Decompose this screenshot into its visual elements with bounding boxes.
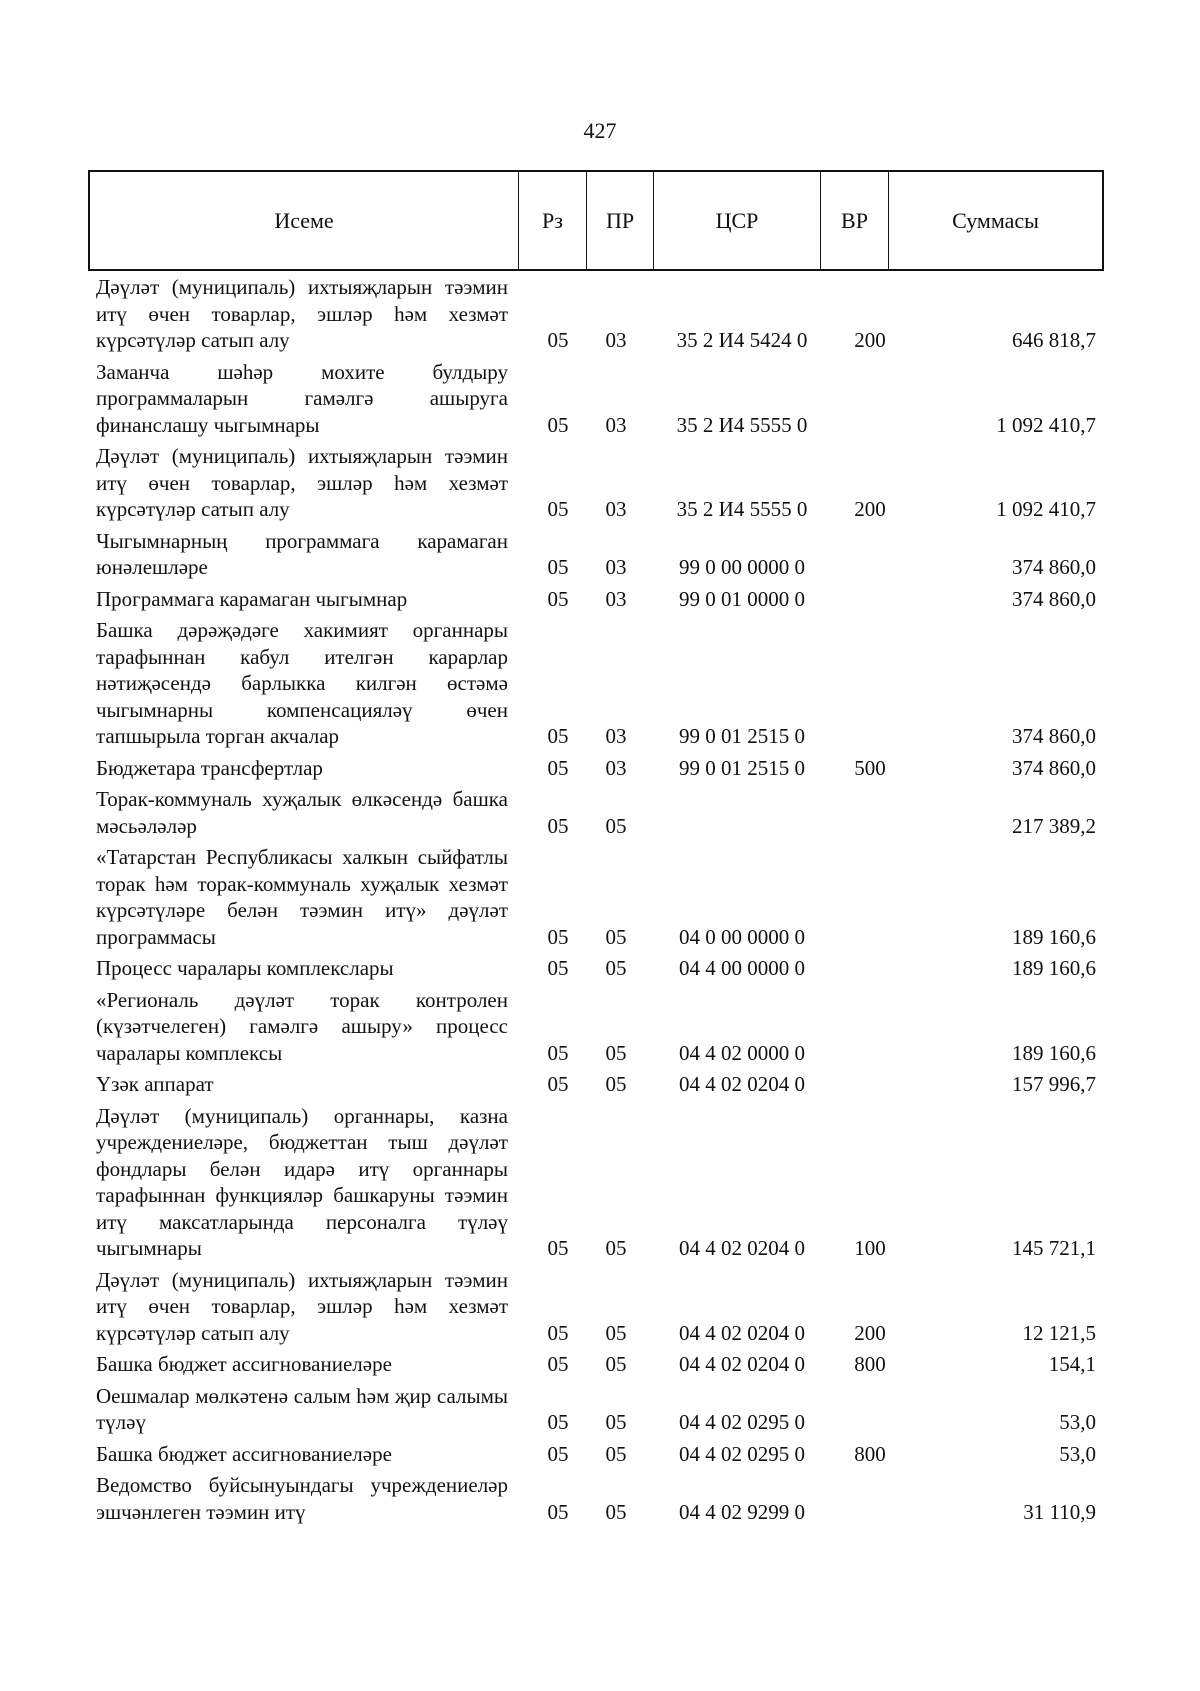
- cell-csr: 99 0 01 2515 0: [679, 755, 805, 780]
- table-row: [96, 274, 1100, 354]
- cell-rz: 05: [547, 755, 569, 780]
- cell-pr: 05: [605, 1441, 627, 1466]
- cell-csr: 99 0 01 0000 0: [679, 586, 805, 611]
- cell-sum: 189 160,6: [1012, 1040, 1096, 1065]
- cell-pr: 05: [605, 813, 627, 838]
- cell-sum: 646 818,7: [1012, 328, 1096, 352]
- cell-sum: 374 860,0: [1012, 724, 1096, 748]
- cell-pr: 03: [605, 755, 627, 780]
- cell-sum: 189 160,6: [1012, 956, 1096, 980]
- cell-vr: 200: [854, 1320, 886, 1345]
- cell-pr: 05: [605, 1072, 627, 1096]
- table-body: [96, 274, 1100, 1530]
- cell-sum: 145 721,1: [1012, 1236, 1096, 1260]
- cell-pr: 05: [605, 1352, 627, 1376]
- cell-rz: 05: [547, 1441, 569, 1466]
- cell-sum: 157 996,7: [1012, 1072, 1096, 1096]
- cell-csr: 04 4 02 0295 0: [679, 1441, 805, 1466]
- cell-rz: 05: [547, 586, 569, 611]
- table-row: [96, 786, 1100, 839]
- table-row: [96, 1103, 1100, 1262]
- cell-sum: 31 110,9: [1023, 1499, 1096, 1524]
- cell-name: Бюджетара трансфертлар: [96, 755, 323, 780]
- header-rz: Рз: [518, 172, 586, 269]
- cell-csr: 35 2 И4 5555 0: [676, 497, 808, 521]
- cell-sum: 1 092 410,7: [996, 412, 1096, 437]
- cell-rz: 05: [547, 1320, 569, 1345]
- cell-name: Дәүләт (муниципаль) органнары, казна учреждениеләре, бюджеттан тыш дәүләт фондлары белән идарә итү органнары тарафыннан функцияләр башкаруны тәэмин итү максатларында персоналга түләү чыгымнары: [96, 1103, 508, 1260]
- cell-vr: 200: [854, 328, 886, 352]
- cell-name: Чыгымнарның программага карамаган юнәлешләре: [96, 528, 508, 579]
- cell-rz: 05: [547, 1499, 569, 1524]
- header-csr: ЦСР: [653, 172, 820, 269]
- cell-sum: 53,0: [1059, 1410, 1096, 1434]
- cell-vr: 500: [854, 755, 886, 780]
- cell-name: Программага карамаган чыгымнар: [96, 586, 408, 611]
- cell-csr: 04 4 02 0204 0: [679, 1320, 805, 1345]
- cell-rz: 05: [547, 328, 569, 352]
- cell-csr: 99 0 00 0000 0: [679, 555, 805, 579]
- page-number: 427: [583, 118, 617, 143]
- cell-csr: 04 4 02 9299 0: [679, 1499, 805, 1524]
- cell-csr: 04 4 02 0204 0: [679, 1072, 805, 1096]
- cell-csr: 35 2 И4 5555 0: [676, 412, 808, 437]
- table-header: [88, 170, 1104, 271]
- cell-sum: 374 860,0: [1012, 755, 1096, 780]
- table-row: [96, 1267, 1100, 1347]
- table-row: [96, 443, 1100, 523]
- cell-rz: 05: [547, 555, 569, 579]
- cell-sum: 189 160,6: [1012, 924, 1096, 949]
- cell-name: «Региональ дәүләт торак контролен (күзәтчелеген) гамәлгә ашыру» процесс чаралары комплексы: [96, 987, 508, 1065]
- table-row: [96, 1472, 1100, 1525]
- table-row: [96, 617, 1100, 750]
- table-row: [96, 586, 1100, 613]
- cell-pr: 05: [605, 1236, 627, 1260]
- cell-vr: 200: [854, 497, 886, 521]
- cell-name: Дәүләт (муниципаль) ихтыяҗларын тәэмин итү өчен товарлар, эшләр һәм хезмәт күрсәтүләр сатып алу: [96, 444, 508, 521]
- cell-name: «Татарстан Республикасы халкын сыйфатлы торак һәм торак-коммуналь хуҗалык хезмәт күрсәтүләре белән тәэмин итү» дәүләт программасы: [96, 845, 508, 949]
- cell-rz: 05: [547, 1040, 569, 1065]
- cell-sum: 374 860,0: [1012, 586, 1096, 611]
- cell-pr: 05: [605, 1320, 627, 1345]
- cell-rz: 05: [547, 956, 569, 980]
- cell-csr: 35 2 И4 5424 0: [676, 328, 808, 352]
- table-row: [96, 528, 1100, 581]
- cell-pr: 05: [605, 924, 627, 949]
- cell-name: Дәүләт (муниципаль) ихтыяҗларын тәэмин итү өчен товарлар, эшләр һәм хезмәт күрсәтүләр сатып алу: [96, 1267, 508, 1345]
- header-sum: Суммасы: [888, 172, 1102, 269]
- cell-pr: 05: [605, 956, 627, 980]
- cell-pr: 05: [605, 1410, 627, 1434]
- table-row: [96, 955, 1100, 982]
- cell-name: Башка дәрәҗәдәге хакимият органнары тарафыннан кабул ителгән карарлар нәтиҗәсендә барлыкка килгән өстәмә чыгымнарны компенсацияләү өчен тапшырыла торган акчалар: [96, 618, 508, 748]
- cell-pr: 03: [605, 586, 627, 611]
- cell-name: Оешмалар мөлкәтенә салым һәм җир салымы түләү: [96, 1383, 508, 1434]
- cell-name: Заманча шәһәр мохите булдыру программаларын гамәлгә ашыруга финанслашу чыгымнары: [96, 359, 508, 437]
- cell-rz: 05: [547, 1352, 569, 1376]
- table-row: [96, 359, 1100, 439]
- header-pr: ПР: [586, 172, 653, 269]
- cell-pr: 03: [605, 497, 627, 521]
- table-row: [96, 1351, 1100, 1378]
- cell-sum: 12 121,5: [1022, 1320, 1096, 1345]
- cell-vr: 100: [854, 1236, 886, 1260]
- cell-sum: 154,1: [1048, 1352, 1096, 1376]
- table-row: [96, 755, 1100, 782]
- cell-pr: 05: [605, 1040, 627, 1065]
- table-row: [96, 987, 1100, 1067]
- cell-rz: 05: [547, 1072, 569, 1096]
- cell-pr: 03: [605, 555, 627, 579]
- cell-sum: 53,0: [1059, 1441, 1096, 1466]
- cell-pr: 03: [605, 412, 627, 437]
- cell-vr: 800: [854, 1352, 886, 1376]
- cell-csr: 04 4 02 0000 0: [679, 1040, 805, 1065]
- cell-sum: 217 389,2: [1012, 813, 1096, 838]
- cell-vr: 800: [854, 1441, 886, 1466]
- table-row: [96, 1383, 1100, 1436]
- cell-name: Башка бюджет ассигнованиеләре: [96, 1352, 392, 1376]
- table-row: [96, 1071, 1100, 1098]
- cell-csr: 04 4 02 0204 0: [679, 1236, 805, 1260]
- cell-rz: 05: [547, 724, 569, 748]
- cell-csr: 04 4 02 0295 0: [679, 1410, 805, 1434]
- cell-sum: 374 860,0: [1012, 555, 1096, 579]
- cell-name: Торак-коммуналь хуҗалык өлкәсендә башка мәсьәләләр: [96, 787, 508, 838]
- cell-name: Башка бюджет ассигнованиеләре: [96, 1441, 392, 1466]
- cell-rz: 05: [547, 412, 569, 437]
- cell-name: Үзәк аппарат: [96, 1072, 214, 1096]
- cell-csr: 04 4 02 0204 0: [679, 1352, 805, 1376]
- cell-name: Ведомство буйсынуындагы учреждениеләр эшчәнлеген тәэмин итү: [96, 1473, 508, 1524]
- header-vr: ВР: [820, 172, 888, 269]
- cell-name: Дәүләт (муниципаль) ихтыяҗларын тәэмин итү өчен товарлар, эшләр һәм хезмәт күрсәтүләр сатып алу: [96, 275, 508, 352]
- cell-rz: 05: [547, 497, 569, 521]
- cell-pr: 03: [605, 328, 627, 352]
- cell-rz: 05: [547, 924, 569, 949]
- header-name: Исеме: [274, 207, 334, 233]
- cell-rz: 05: [547, 1410, 569, 1434]
- cell-sum: 1 092 410,7: [996, 497, 1096, 521]
- table-row: [96, 1441, 1100, 1468]
- cell-csr: 04 0 00 0000 0: [679, 924, 805, 949]
- table-row: [96, 844, 1100, 950]
- cell-rz: 05: [547, 1236, 569, 1260]
- cell-csr: 04 4 00 0000 0: [679, 956, 805, 980]
- cell-rz: 05: [547, 813, 569, 838]
- cell-pr: 05: [605, 1499, 627, 1524]
- cell-csr: 99 0 01 2515 0: [679, 724, 805, 748]
- cell-name: Процесс чаралары комплекслары: [96, 956, 394, 980]
- cell-pr: 03: [605, 724, 627, 748]
